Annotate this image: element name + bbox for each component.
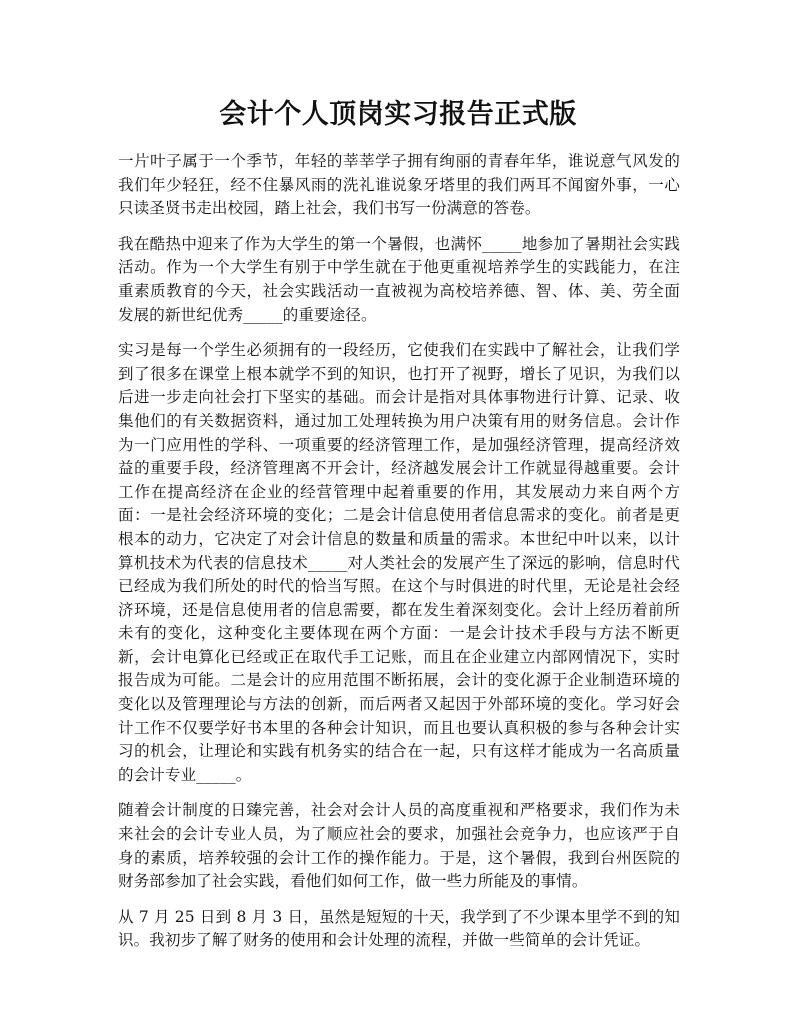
paragraph-internship-period: 从 7 月 25 日到 8 月 3 日，虽然是短短的十天，我学到了不少课本里学不到的知识。我初步了解了财务的使用和会计处理的流程，并做一些简单的会计凭证。 (118, 907, 680, 950)
paragraph-summer-practice: 我在酷热中迎来了作为大学生的第一个暑假，也满怀_____地参加了暑期社会实践活动。作为一个大学生有别于中学生就在于他更重视培养学生的实践能力，在注重素质教育的今天，社会实践活动一直被视为高校培养德、智、体、美、劳全面发展的新世纪优秀_____的重要途径。 (118, 234, 680, 324)
paragraph-accounting-system: 随着会计制度的日臻完善，社会对会计人员的高度重视和严格要求，我们作为未来社会的会计专业人员，为了顺应社会的要求，加强社会竞争力，也应该严于自身的素质，培养较强的会计工作的操作能力。于是，这个暑假，我到台州医院的财务部参加了社会实践，看他们如何工作，做一些力所能及的事情。 (118, 801, 680, 891)
document-body (118, 150, 680, 965)
document-title: 会计个人顶岗实习报告正式版 (219, 99, 577, 130)
paragraph-accounting-internship: 实习是每一个学生必须拥有的一段经历，它使我们在实践中了解社会，让我们学到了很多在课堂上根本就学不到的知识，也打开了视野，增长了见识，为我们以后进一步走向社会打下坚实的基础。而会计是指对具体事物进行计算、记录、收集他们的有关数据资料，通过加工处理转换为用户决策有用的财务信息。会计作为一门应用性的学科、一项重要的经济管理工作，是加强经济管理，提高经济效益的重要手段，经济管理离不开会计，经济越发展会计工作就显得越重要。会计工作在提高经济在企业的经营管理中起着重要的作用，其发展动力来自两个方面：一是社会经济环境的变化；二是会计信息使用者信息需求的变化。前者是更根本的动力，它决定了对会计信息的数量和质量的需求。本世纪中叶以来，以计算机技术为代表的信息技术_____对人类社会的发展产生了深远的影响，信息时代已经成为我们所处的时代的恰当写照。在这个与时俱进的时代里，无论是社会经济环境，还是信息使用者的信息需要，都在发生着深刻变化。会计上经历着前所未有的变化，这种变化主要体现在两个方面：一是会计技术手段与方法不断更新，会计电算化已经或正在取代手工记账，而且在企业建立内部网情况下，实时报告成为可能。二是会计的应用范围不断拓展，会计的变化源于企业制造环境的变化以及管理理论与方法的创新，而后两者又起因于外部环境的变化。学习好会计工作不仅要学好书本里的各种会计知识，而且也要认真积极的参与各种会计实习的机会，让理论和实践有机务实的结合在一起，只有这样才能成为一名高质量的会计专业_____。 (118, 341, 680, 784)
paragraph-intro: 一片叶子属于一个季节，年轻的莘莘学子拥有绚丽的青春年华，谁说意气风发的我们年少轻狂，经不住暴风雨的洗礼谁说象牙塔里的我们两耳不闻窗外事，一心只读圣贤书走出校园，踏上社会，我们书写一份满意的答卷。 (118, 152, 680, 218)
